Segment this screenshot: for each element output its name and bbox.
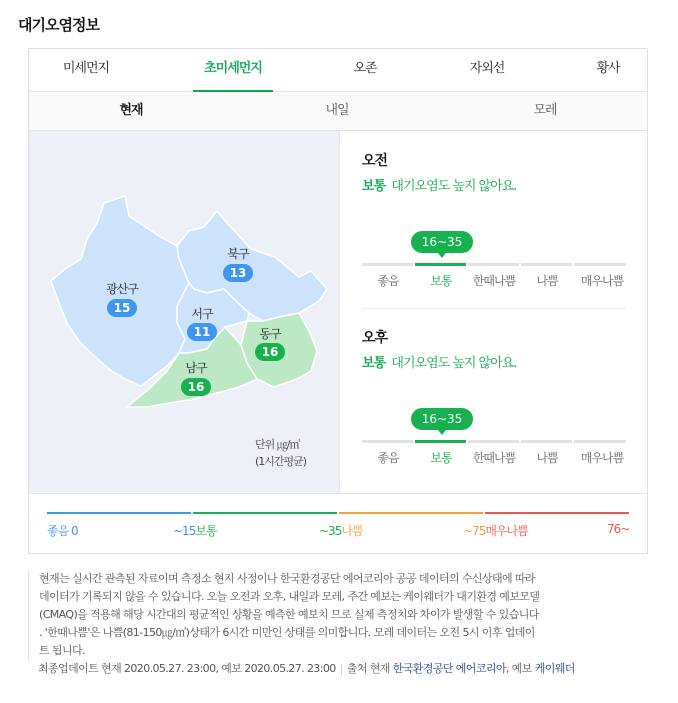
legend-bar-bad <box>339 512 483 514</box>
forecast-status-message: 대기오염도 높지 않아요. <box>391 179 517 194</box>
level-legend <box>29 493 647 553</box>
update-timestamp: 최종업데이트 현재 2020.05.27. 23:00, 예보 2020.05.27. 23:00 <box>38 662 336 675</box>
scale-bar-temp-bad <box>468 263 519 266</box>
tab-ultrafine-dust[interactable]: 초미세먼지 <box>193 49 273 92</box>
update-source-info <box>28 660 638 678</box>
scale-label: 한때나쁨 <box>472 451 516 465</box>
district-label-gwangsan: 광산구 <box>106 282 138 296</box>
scale-bar-normal <box>415 263 466 266</box>
scale-bar-good <box>362 440 413 443</box>
forecast-afternoon <box>340 308 648 493</box>
forecast-range-badge: 16~35 <box>411 408 473 430</box>
scale-label: 좋음 <box>377 451 399 465</box>
scale-label: 좋음 <box>377 274 399 288</box>
scale-label: 매우나쁨 <box>580 451 624 465</box>
day-tabs <box>29 92 647 131</box>
scale-label-active: 보통 <box>430 274 452 288</box>
subtab-now[interactable]: 현재 <box>119 103 143 118</box>
range-pointer <box>438 430 446 435</box>
district-value-buk[interactable]: 13 <box>223 264 253 282</box>
legend-label-bad: ~35나쁨 <box>319 524 363 538</box>
legend-label-good: 좋음 0 <box>47 524 78 538</box>
scale-label: 나쁨 <box>536 451 558 465</box>
source-link-airkorea[interactable]: 한국환경공단 에어코리아 <box>392 662 506 675</box>
scale-bar-bad <box>521 263 572 266</box>
source-prefix: 출처 현재 <box>346 662 390 675</box>
unit-note <box>255 436 306 470</box>
notice-text <box>28 570 638 660</box>
forecast-status-level: 보통 <box>362 179 386 194</box>
forecast-status-message: 대기오염도 높지 않아요. <box>391 356 517 371</box>
district-label-seo: 서구 <box>191 307 213 321</box>
legend-label-max: 76~ <box>607 522 630 536</box>
notice-line: 데이터가 기록되지 않을 수 있습니다. 오늘 오전과 오후, 내일과 모레, 주간 예보는 케이웨더가 대기환경 예보모델 <box>39 590 540 603</box>
scale-bar-very-bad <box>574 440 626 443</box>
scale-label: 나쁨 <box>536 274 558 288</box>
district-value-dong[interactable]: 16 <box>255 343 285 361</box>
legend-bar-normal <box>193 512 337 514</box>
source-link-kweather[interactable]: 케이웨더 <box>534 662 575 675</box>
district-label-buk: 북구 <box>227 247 249 261</box>
forecast-period-label: 오전 <box>362 153 388 169</box>
air-quality-card <box>28 48 648 554</box>
notice-line: . '한때나쁨'은 나쁨(81-150㎍/㎥)상태가 6시간 미만인 상태를 의미합니다. 모레 데이터는 오전 5시 이후 업데이 <box>39 626 535 639</box>
forecast-status <box>362 352 516 371</box>
scale-bar-normal <box>415 440 466 443</box>
separator: | <box>339 662 343 675</box>
page-title: 대기오염정보 <box>18 16 99 34</box>
unit-label: 단위 ㎍/㎥ <box>255 438 300 451</box>
scale-label-active: 보통 <box>430 451 452 465</box>
legend-bar-good <box>47 512 191 514</box>
forecast-panel <box>339 131 647 493</box>
forecast-status <box>362 175 516 194</box>
scale-bar-very-bad <box>574 263 626 266</box>
scale-bar-good <box>362 263 413 266</box>
district-label-nam: 남구 <box>185 361 207 375</box>
forecast-status-level: 보통 <box>362 356 386 371</box>
tab-fine-dust[interactable]: 미세먼지 <box>62 61 110 76</box>
district-label-dong: 동구 <box>259 327 281 341</box>
tab-ozone[interactable]: 오존 <box>353 61 377 76</box>
subtab-tomorrow[interactable]: 내일 <box>325 103 349 118</box>
unit-average-label: (1시간평균) <box>255 455 307 468</box>
tab-uv[interactable]: 자외선 <box>469 61 505 76</box>
district-value-gwangsan[interactable]: 15 <box>107 299 137 317</box>
legend-bar-very-bad <box>485 512 629 514</box>
notice-line: (CMAQ)을 적용해 해당 시간대의 평균적인 상황을 예측한 예보치 므로 실제 측정치와 차이가 발생할 수 있습니다 <box>39 608 539 621</box>
legend-label-normal: ~15보통 <box>173 524 217 538</box>
source-mid: , 예보 <box>505 662 532 675</box>
scale-bar-bad <box>521 440 572 443</box>
pollutant-tabs <box>29 49 647 92</box>
range-pointer <box>438 253 446 258</box>
subtab-day-after[interactable]: 모레 <box>533 103 557 118</box>
notice-line: 트 됩니다. <box>39 644 85 657</box>
notice-line: 현재는 실시간 관측된 자료이며 측정소 현지 사정이나 한국환경공단 에어코리아 공공 데이터의 수신상태에 따라 <box>39 572 535 585</box>
forecast-period-label: 오후 <box>362 330 388 346</box>
district-value-seo[interactable]: 11 <box>187 323 217 341</box>
scale-label: 매우나쁨 <box>580 274 624 288</box>
forecast-morning <box>340 131 648 308</box>
district-map <box>29 131 339 493</box>
legend-label-very-bad: ~75매우나쁨 <box>463 524 528 538</box>
scale-label: 한때나쁨 <box>472 274 516 288</box>
district-value-nam[interactable]: 16 <box>181 378 211 396</box>
tab-yellow-dust[interactable]: 황사 <box>596 61 620 76</box>
forecast-range-badge: 16~35 <box>411 231 473 253</box>
scale-bar-temp-bad <box>468 440 519 443</box>
